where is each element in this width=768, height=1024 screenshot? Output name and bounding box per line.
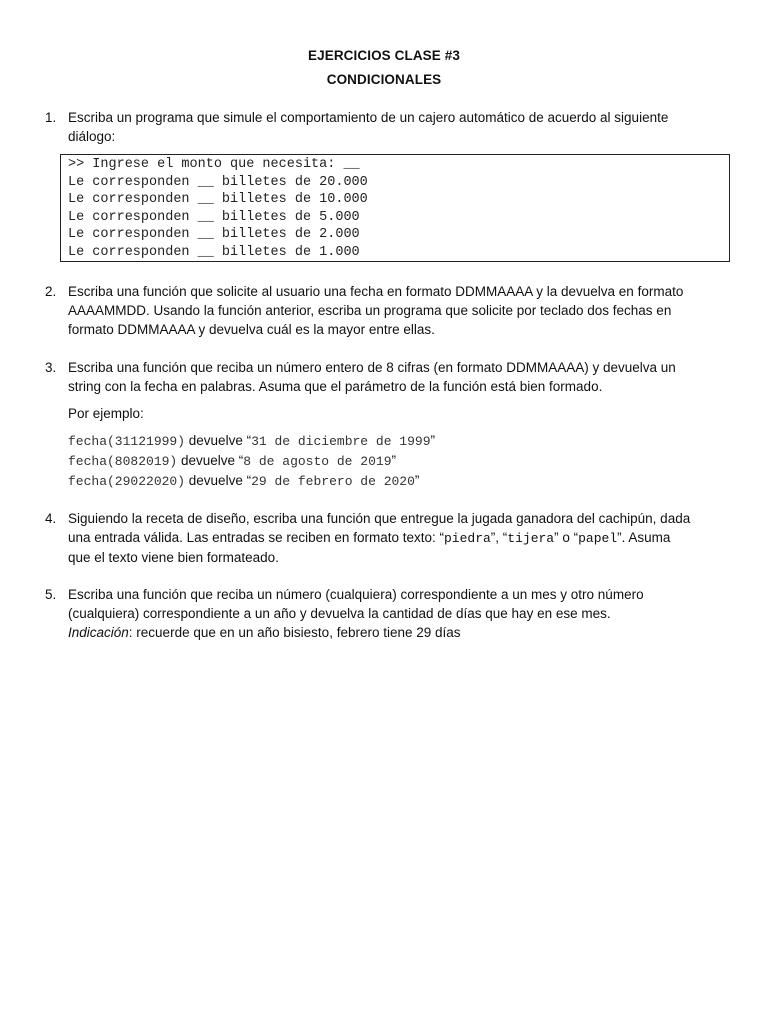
example-line-2 (68, 451, 396, 471)
exercise-5-line-2: (cualquiera) correspondiente a un año y devuelva la cantidad de días que hay en ese mes. (68, 606, 611, 621)
example-label: Por ejemplo: (68, 406, 144, 421)
exercise-2-line-1: Escriba una función que solicite al usuario una fecha en formato DDMMAAAA y la devuelva en formato (68, 284, 684, 299)
exercise-4-number: 4. (45, 511, 57, 526)
example-result: 31 de diciembre de 1999 (251, 434, 431, 449)
exercise-2-number: 2. (45, 284, 57, 299)
document-title: EJERCICIOS CLASE #3 (308, 48, 460, 63)
atm-dialog-code-box (60, 154, 730, 262)
quote-close: ” (430, 433, 436, 448)
exercise-3-line-1: Escriba una función que reciba un número entero de 8 cifras (en formato DDMMAAAA) y devuelva un (68, 360, 676, 375)
example-call: fecha(29022020) (68, 474, 186, 489)
quote-open: “ (238, 453, 244, 468)
exercise-1-number: 1. (45, 110, 57, 125)
hint-label: Indicación (68, 625, 129, 640)
option-tijera: tijera (507, 531, 555, 546)
example-call: fecha(8082019) (68, 454, 178, 469)
exercise-1-text (68, 108, 716, 146)
quote-open: “ (246, 433, 252, 448)
option-papel: papel (578, 531, 618, 546)
option-piedra: piedra (443, 531, 491, 546)
code-line: Le corresponden __ billetes de 20.000 (68, 174, 368, 190)
separator: ”, “ (490, 530, 508, 545)
exercise-4-line-1: Siguiendo la receta de diseño, escriba una función que entregue la jugada ganadora del cachipún, dada (68, 511, 691, 526)
exercise-4-line-3: que el texto viene bien formateado. (68, 550, 279, 565)
exercise-5-text (68, 585, 716, 642)
exercise-4-line-2 (68, 528, 716, 548)
hint-text: : recuerde que en un año bisiesto, febrero tiene 29 días (128, 625, 461, 640)
separator: ” o “ (554, 530, 579, 545)
code-line: Le corresponden __ billetes de 1.000 (68, 244, 360, 260)
exercise-1-line-2: diálogo: (68, 129, 116, 144)
exercise-4-text (68, 509, 716, 567)
exercise-3-line-2: string con la fecha en palabras. Asuma que el parámetro de la función está bien formado. (68, 379, 603, 394)
exercise-3-number: 3. (45, 360, 57, 375)
example-word: devuelve (185, 433, 247, 448)
code-line: Le corresponden __ billetes de 2.000 (68, 227, 360, 243)
exercise-2-text (68, 282, 716, 339)
exercise-5-line-1: Escriba una función que reciba un número (cualquiera) correspondiente a un mes y otro número (68, 587, 644, 602)
exercise-4-line-2-start: una entrada válida. Las entradas se reciben en formato texto: “ (68, 530, 444, 545)
quote-close: ” (391, 453, 396, 468)
code-line: Le corresponden __ billetes de 5.000 (68, 209, 360, 225)
exercise-2-line-2: AAAAMMDD. Usando la función anterior, escriba un programa que solicite por teclado dos fechas en (68, 303, 672, 318)
example-word: devuelve (177, 453, 239, 468)
quote-close: ” (414, 473, 420, 488)
example-line-1 (68, 431, 435, 451)
code-line: >> Ingrese el monto que necesita: __ (68, 157, 360, 172)
document-subtitle: CONDICIONALES (326, 72, 442, 87)
exercise-4-line-2-end: ”. Asuma (617, 530, 671, 545)
exercise-5-number: 5. (45, 587, 57, 602)
exercise-5-hint (68, 623, 716, 642)
exercise-2-line-3: formato DDMMAAAA y devuelva cuál es la mayor entre ellas. (68, 322, 435, 337)
example-word: devuelve (185, 473, 247, 488)
quote-open: “ (246, 473, 252, 488)
code-line: Le corresponden __ billetes de 10.000 (68, 192, 368, 208)
example-call: fecha(31121999) (68, 434, 186, 449)
exercise-3-text (68, 358, 716, 396)
example-line-3 (68, 471, 419, 491)
example-result: 29 de febrero de 2020 (251, 474, 415, 489)
example-result: 8 de agosto de 2019 (243, 454, 392, 469)
exercise-1-line-1: Escriba un programa que simule el comportamiento de un cajero automático de acuerdo al siguiente (68, 110, 669, 125)
